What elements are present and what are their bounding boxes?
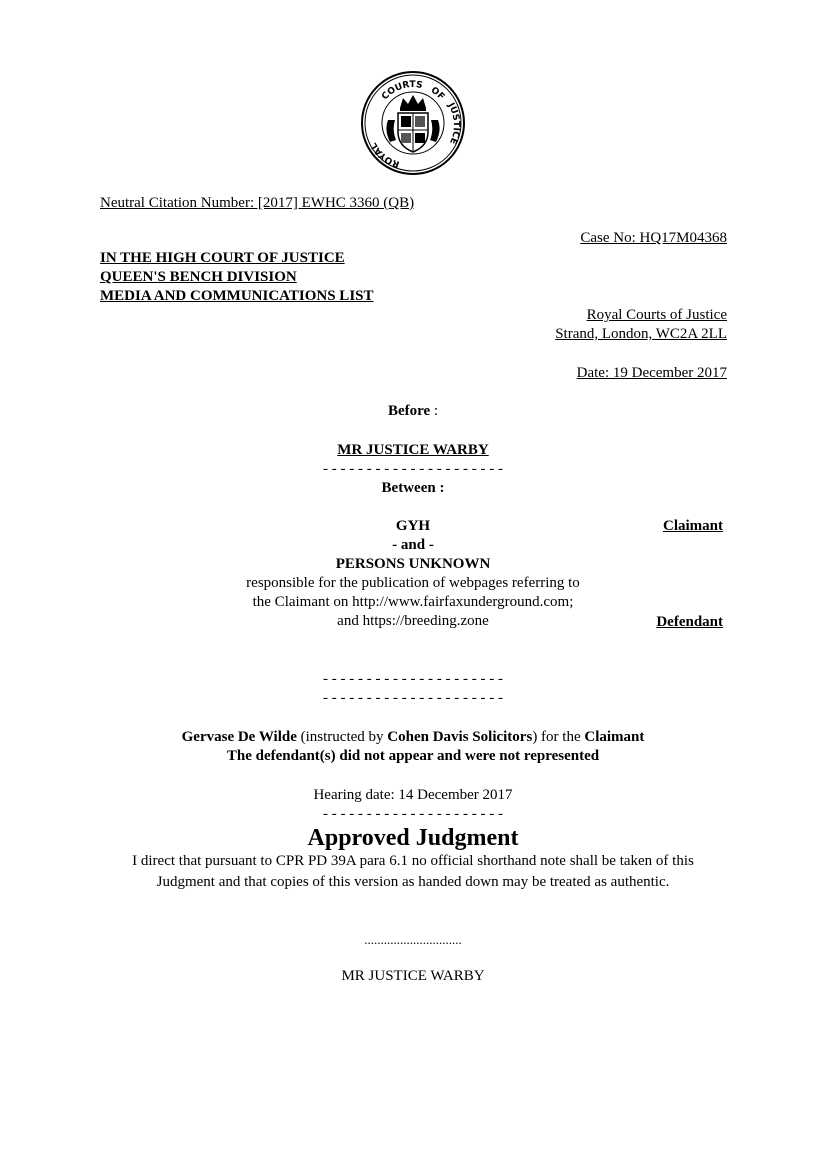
judge-name: MR JUSTICE WARBY xyxy=(337,442,489,458)
court-list: MEDIA AND COMMUNICATIONS LIST xyxy=(100,288,374,304)
between-label: Between : xyxy=(381,480,445,496)
seal-text-top: COURTS xyxy=(380,79,424,103)
instructed-by-text: (instructed by xyxy=(296,729,388,745)
court-name: IN THE HIGH COURT OF JUSTICE xyxy=(100,250,345,266)
for-the-text: ) for the xyxy=(532,729,585,745)
seal-text-of: OF xyxy=(428,85,447,103)
defendant-role: Defendant xyxy=(656,614,723,630)
royal-courts-of-justice-seal xyxy=(360,70,466,176)
defendant-description-line-1: responsible for the publication of webpages referring to xyxy=(246,575,580,591)
court-address-line-1: Royal Courts of Justice xyxy=(586,307,727,323)
counsel-name: Gervase De Wilde xyxy=(181,729,297,745)
court-division: QUEEN'S BENCH DIVISION xyxy=(100,269,297,285)
counsel-line xyxy=(0,728,826,747)
judgment-title: Approved Judgment xyxy=(307,825,519,851)
hearing-date: Hearing date: 14 December 2017 xyxy=(313,787,513,803)
solicitors-name: Cohen Davis Solicitors xyxy=(387,729,533,745)
dash-separator: - - - - - - - - - - - - - - - - - - - - - xyxy=(323,461,503,477)
and-separator: - and - xyxy=(392,537,434,553)
defendant-name: PERSONS UNKNOWN xyxy=(335,556,491,572)
neutral-citation: Neutral Citation Number: [2017] EWHC 3360 (QB) xyxy=(100,195,415,211)
defendant-description-line-3: and https://breeding.zone xyxy=(337,613,489,629)
dash-separator: - - - - - - - - - - - - - - - - - - - - - xyxy=(323,690,503,706)
judgment-date: Date: 19 December 2017 xyxy=(576,365,727,381)
represented-party: Claimant xyxy=(584,729,645,745)
direction-line-1: I direct that pursuant to CPR PD 39A para 6.1 no official shorthand note shall be taken of this xyxy=(132,853,694,869)
defendant-description-line-2: the Claimant on http://www.fairfaxunderground.com; xyxy=(252,594,574,610)
before-label: Before xyxy=(387,403,431,419)
seal-text-right: JUSTICE xyxy=(445,101,461,146)
signature-line: .............................. xyxy=(364,932,462,947)
before-line xyxy=(0,402,826,421)
defendant-representation-note: The defendant(s) did not appear and were not represented xyxy=(226,748,600,764)
before-colon: : xyxy=(430,403,439,419)
court-address-line-2: Strand, London, WC2A 2LL xyxy=(555,326,727,342)
dash-separator: - - - - - - - - - - - - - - - - - - - - - xyxy=(323,806,503,822)
seal-text-left: ROYAL xyxy=(369,140,402,169)
case-number: Case No: HQ17M04368 xyxy=(580,230,727,246)
direction-line-2: Judgment and that copies of this version as handed down may be treated as authentic. xyxy=(156,874,670,890)
claimant-role: Claimant xyxy=(663,518,723,534)
signatory-name: MR JUSTICE WARBY xyxy=(341,968,485,984)
claimant-name: GYH xyxy=(395,518,431,534)
dash-separator: - - - - - - - - - - - - - - - - - - - - - xyxy=(323,671,503,687)
